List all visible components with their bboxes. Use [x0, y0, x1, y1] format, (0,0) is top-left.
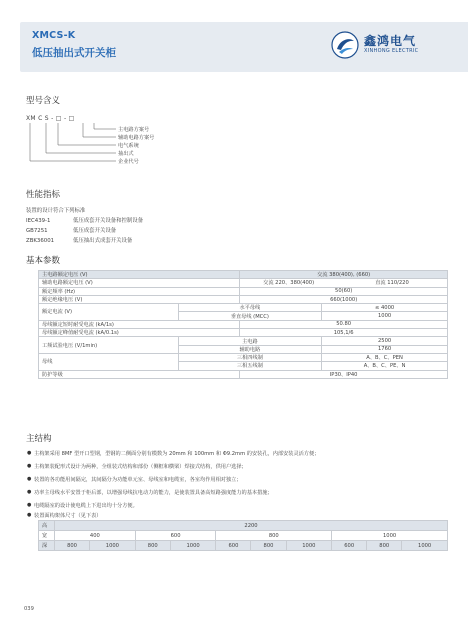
section-title-structure: 主结构 [26, 434, 52, 444]
dim-label-width: 宽 [39, 531, 55, 541]
table-row [39, 541, 448, 551]
table-row [39, 531, 448, 541]
table-row [39, 329, 448, 337]
page-title: 低压抽出式开关柜 [32, 47, 116, 59]
table-row [39, 337, 448, 345]
performance-intro: 装置的设计符合下列标准 [26, 208, 86, 214]
standard-item [26, 216, 143, 224]
standard-desc: 低压抽出式成套开关设备 [73, 238, 133, 244]
param-value: IP30、IP40 [240, 370, 448, 378]
dim-width-value: 800 [216, 531, 332, 541]
model-label-company-code: 企业代号 [118, 159, 139, 165]
dim-depth-value: 1000 [90, 541, 136, 551]
structure-bullet: ● 主构架采用 8MF 型开口型钢，型钢的二侧面分别有模数为 20mm 和 100mm 和 Φ9.2mm 的安装孔，内部安装灵活方便； [34, 450, 319, 457]
param-sublabel: 三相五线制 [178, 362, 322, 370]
param-value: 交流 380(400), (660) [240, 271, 448, 279]
standard-desc: 低压成套开关设备和控制设备 [73, 218, 144, 224]
section-title-model-meaning: 型号含义 [26, 96, 61, 106]
param-value: A、B、C、PEN [322, 353, 448, 361]
param-label: 母线额定峰值耐受电流 (kA/0.1s) [39, 329, 240, 337]
structure-bullet: ● 电缆隔室的设计使电缆上下进出均十分方便。 [34, 502, 138, 509]
dim-depth-value: 1000 [402, 541, 448, 551]
logo-icon [330, 30, 360, 60]
standard-item [26, 236, 132, 244]
model-code: XMCS-K [32, 30, 76, 41]
param-value: 1000 [322, 312, 448, 320]
table-row [39, 304, 448, 312]
company-logo [330, 30, 450, 62]
dim-depth-value: 600 [216, 541, 251, 551]
table-row [39, 521, 448, 531]
model-meaning-diagram [26, 118, 186, 178]
standard-code: ZBK36001 [26, 238, 55, 244]
model-code-breakdown: XM C S - □ - □ [26, 115, 75, 122]
table-row [39, 320, 448, 328]
param-sublabel: 垂直母线 (MCC) [178, 312, 322, 320]
dim-height-value: 2200 [55, 521, 448, 531]
page-header [0, 0, 468, 86]
param-label: 防护等级 [39, 370, 240, 378]
param-label: 辅助电路额定电压 (V) [39, 279, 240, 287]
model-label-main-circuit: 主电路方案号 [118, 127, 150, 133]
table-row [39, 271, 448, 279]
param-value-dc: 直流 110/220 [375, 280, 409, 287]
param-label: 额定电流 (V) [39, 304, 179, 321]
standard-item [26, 226, 116, 234]
dim-depth-value: 800 [55, 541, 90, 551]
model-label-electrical-system: 电气系统 [118, 143, 139, 149]
logo-text-cn: 鑫鸿电气 [364, 34, 417, 48]
param-value-ac: 交流 220、380(400) [263, 280, 315, 287]
dim-depth-value: 800 [367, 541, 402, 551]
model-label-aux-circuit: 辅助电路方案号 [118, 135, 155, 141]
param-value: A、B、C、PE、N [322, 362, 448, 370]
param-sublabel: 辅助电路 [178, 345, 322, 353]
dim-width-value: 600 [135, 531, 216, 541]
dim-depth-value: 800 [251, 541, 286, 551]
table-row [39, 295, 448, 303]
param-value [240, 279, 448, 287]
param-value: 1760 [322, 345, 448, 353]
param-value: ≤ 4000 [322, 304, 448, 312]
model-label-drawout: 抽出式 [118, 151, 134, 157]
param-value: 105,1/6 [240, 329, 448, 337]
param-sublabel: 三相四线制 [178, 353, 322, 361]
standard-code: IEC439-1 [26, 218, 51, 224]
param-label: 主电路额定电压 (V) [39, 271, 240, 279]
param-value: 2500 [322, 337, 448, 345]
dim-depth-value: 1000 [286, 541, 332, 551]
param-label: 额定频率 (Hz) [39, 287, 240, 295]
param-label: 母线额定短时耐受电流 (kA/1s) [39, 320, 240, 328]
dim-label-height: 高 [39, 521, 55, 531]
structure-bullet: ● 功率主母线水平安置于柜后部，以增强母线抗电动力的能力，是使装置具备高短路强度能力的基本措施； [34, 489, 273, 496]
dimensions-table [38, 520, 448, 551]
standard-desc: 低压成套开关设备 [73, 228, 117, 234]
dim-depth-value: 1000 [170, 541, 216, 551]
param-value: 660(1000) [240, 295, 448, 303]
param-sublabel: 主电路 [178, 337, 322, 345]
table-row [39, 279, 448, 287]
section-title-performance: 性能指标 [26, 190, 61, 200]
section-title-params: 基本参数 [26, 256, 61, 266]
table-row [39, 353, 448, 361]
dim-depth-value: 600 [332, 541, 367, 551]
param-value: 50(60) [240, 287, 448, 295]
logo-text-en: XINHONG ELECTRIC [364, 48, 419, 54]
table-row [39, 287, 448, 295]
dim-width-value: 1000 [332, 531, 448, 541]
structure-bullet: ● 主构架装配形式设计为两种，全组装式结构和部份（侧框和横梁）焊接式结构，供用户选择； [34, 463, 247, 470]
page-number: 039 [24, 606, 34, 612]
dim-width-value: 400 [55, 531, 136, 541]
structure-bullet: ● 装置面构架体尺寸（见下表） [34, 512, 101, 519]
param-value: 50.80 [240, 320, 448, 328]
structure-bullet: ● 装置的各功能用间隔完，其间隔分为功能单元室、母线室和电缆室，各室均作用相对独立； [34, 476, 242, 483]
params-table [38, 270, 448, 379]
param-sublabel: 水平母线 [178, 304, 322, 312]
dim-label-depth: 深 [39, 541, 55, 551]
dim-depth-value: 800 [135, 541, 170, 551]
standard-code: GB7251 [26, 228, 48, 234]
param-label: 母线 [39, 353, 179, 370]
param-label: 工频试验电压 (V/1min) [39, 337, 179, 354]
param-label: 额定绝缘电压 (V) [39, 295, 240, 303]
table-row [39, 370, 448, 378]
